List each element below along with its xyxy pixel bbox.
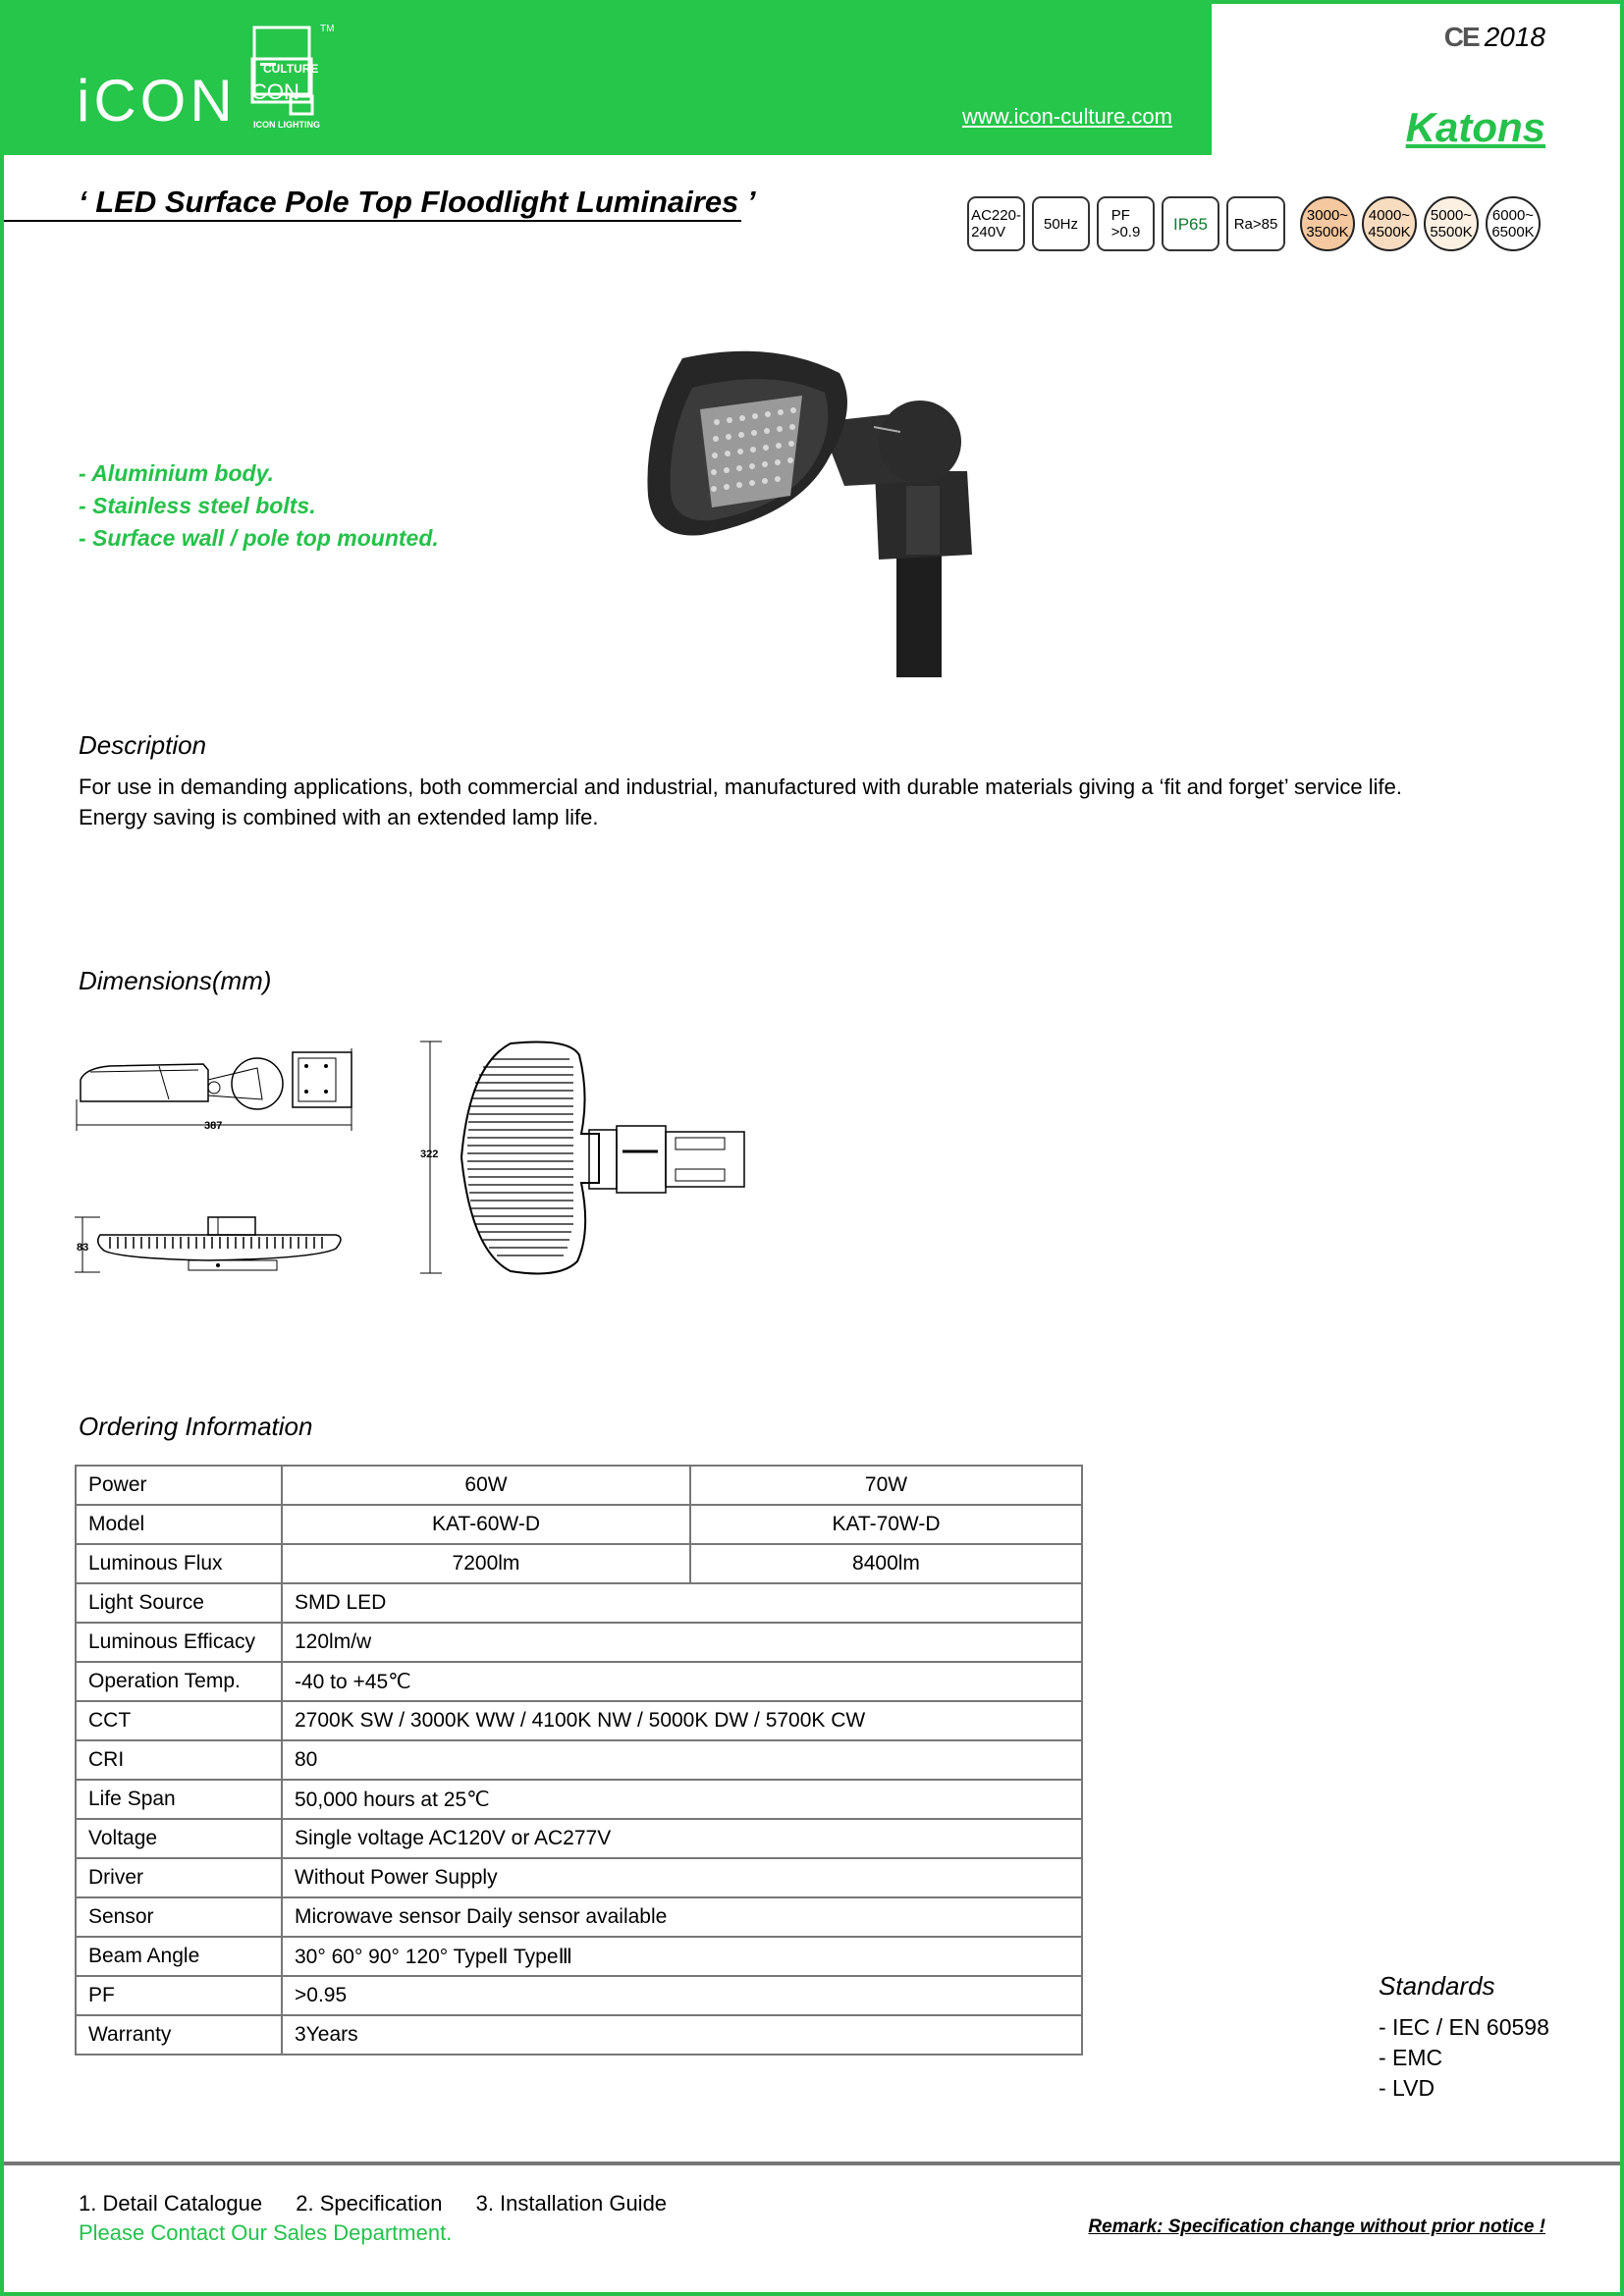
description-line: For use in demanding applications, both commercial and industrial, manufactured with durable materials giving a ‘fit and forget’ service life. — [79, 774, 1402, 799]
standards-list — [1379, 2012, 1549, 2104]
footer-divider — [4, 2162, 1620, 2165]
badge-voltage: AC220- 240V — [967, 196, 1025, 251]
logo-mark-con: CON — [251, 80, 299, 104]
table-cell: 60W — [282, 1466, 690, 1505]
badge-ip-rating: IP65 — [1162, 196, 1219, 251]
dimension-width: 322 — [420, 1148, 439, 1160]
table-cell: >0.95 — [282, 1976, 1082, 2015]
table-row — [76, 1701, 1082, 1740]
table-cell: 70W — [690, 1466, 1082, 1505]
table-row — [76, 1819, 1082, 1858]
table-cell: -40 to +45℃ — [282, 1662, 1082, 1701]
badge-cct-6000: 6000~ 6500K — [1486, 196, 1541, 251]
dimension-height: 83 — [77, 1242, 89, 1254]
table-cell: SMD LED — [282, 1583, 1082, 1623]
year: 2018 — [1484, 22, 1545, 52]
table-cell-label: Life Span — [76, 1780, 282, 1819]
logo-mark-culture: CULTURE — [263, 62, 319, 76]
table-cell-label: Luminous Flux — [76, 1544, 282, 1583]
ordering-table — [75, 1465, 1083, 2056]
table-row — [76, 1976, 1082, 2015]
standards-item: - IEC / EN 60598 — [1379, 2014, 1549, 2040]
dimension-length: 387 — [204, 1120, 223, 1132]
table-cell: 120lm/w — [282, 1623, 1082, 1662]
footer-link-installation[interactable]: 3. Installation Guide — [475, 2191, 668, 2216]
table-cell: KAT-60W-D — [282, 1505, 690, 1544]
table-row — [76, 1662, 1082, 1701]
table-row — [76, 1780, 1082, 1819]
table-cell-label: CRI — [76, 1740, 282, 1780]
logo-text: iCON — [77, 68, 237, 133]
standards-heading: Standards — [1379, 1971, 1495, 2001]
table-row — [76, 1466, 1082, 1505]
table-cell-label: Warranty — [76, 2015, 282, 2055]
side-view-drawing — [71, 1041, 365, 1139]
table-row — [76, 1897, 1082, 1937]
logo-mark-icon — [245, 22, 344, 132]
table-cell: Single voltage AC120V or AC277V — [282, 1819, 1082, 1858]
ordering-heading: Ordering Information — [79, 1412, 313, 1441]
footer-link-catalogue[interactable]: 1. Detail Catalogue — [79, 2191, 263, 2216]
website-link[interactable]: www.icon-culture.com — [962, 104, 1172, 129]
table-row — [76, 1623, 1082, 1662]
table-cell-label: Voltage — [76, 1819, 282, 1858]
table-row — [76, 2015, 1082, 2055]
page-title: ‘ LED Surface Pole Top Floodlight Luminaires ’ — [79, 185, 756, 219]
table-row — [76, 1544, 1082, 1583]
table-cell-label: Operation Temp. — [76, 1662, 282, 1701]
description-text — [79, 772, 1402, 832]
table-row — [76, 1740, 1082, 1780]
description-line: Energy saving is combined with an extended lamp life. — [79, 805, 599, 829]
logo-mark-subtitle: ICON LIGHTING — [253, 120, 320, 130]
table-row — [76, 1937, 1082, 1976]
table-cell-label: Luminous Efficacy — [76, 1623, 282, 1662]
brand-name: Katons — [1405, 104, 1545, 150]
badge-frequency: 50Hz — [1032, 196, 1090, 251]
ce-year — [1444, 22, 1545, 53]
table-cell-label: CCT — [76, 1701, 282, 1740]
standards-item: - LVD — [1379, 2075, 1435, 2101]
table-cell-label: Power — [76, 1466, 282, 1505]
table-row — [76, 1858, 1082, 1897]
table-cell: Microwave sensor Daily sensor available — [282, 1897, 1082, 1937]
badge-power-factor: PF >0.9 — [1097, 196, 1155, 251]
product-photo — [643, 348, 982, 677]
table-cell: 80 — [282, 1740, 1082, 1780]
table-cell: 3Years — [282, 2015, 1082, 2055]
table-cell-label: Beam Angle — [76, 1937, 282, 1976]
table-cell: 30° 60° 90° 120° TypeⅡ TypeⅢ — [282, 1937, 1082, 1976]
footer-link-specification[interactable]: 2. Specification — [296, 2191, 443, 2216]
table-cell-label: Sensor — [76, 1897, 282, 1937]
table-cell: Without Power Supply — [282, 1858, 1082, 1897]
table-cell: 50,000 hours at 25℃ — [282, 1780, 1082, 1819]
feature-item: - Stainless steel bolts. — [79, 493, 316, 518]
top-view-drawing — [412, 1036, 746, 1281]
spec-badges — [967, 196, 1541, 251]
badge-cct-3000: 3000~ 3500K — [1300, 196, 1355, 251]
remark-note: Remark: Specification change without prior notice ! — [1088, 2216, 1545, 2237]
table-row — [76, 1583, 1082, 1623]
table-cell-label: PF — [76, 1976, 282, 2015]
title-underline — [4, 220, 741, 222]
table-cell: 8400lm — [690, 1544, 1082, 1583]
description-heading: Description — [79, 730, 207, 760]
table-cell-label: Light Source — [76, 1583, 282, 1623]
table-cell: 7200lm — [282, 1544, 690, 1583]
feature-item: - Surface wall / pole top mounted. — [79, 525, 439, 551]
front-view-drawing — [71, 1207, 365, 1286]
badge-cct-5000: 5000~ 5500K — [1424, 196, 1479, 251]
header-band — [0, 0, 1212, 155]
badge-cct-4000: 4000~ 4500K — [1362, 196, 1417, 251]
table-cell: 2700K SW / 3000K WW / 4100K NW / 5000K DW / 5700K CW — [282, 1701, 1082, 1740]
table-cell: KAT-70W-D — [690, 1505, 1082, 1544]
ce-mark-icon: CE — [1443, 22, 1479, 52]
trademark: TM — [320, 24, 335, 34]
table-cell-label: Model — [76, 1505, 282, 1544]
table-row — [76, 1505, 1082, 1544]
badge-cri: Ra>85 — [1226, 196, 1285, 251]
dimensions-heading: Dimensions(mm) — [79, 966, 272, 995]
contact-note: Please Contact Our Sales Department. — [79, 2220, 453, 2245]
feature-item: - Aluminium body. — [79, 460, 274, 486]
table-cell-label: Driver — [76, 1858, 282, 1897]
feature-list — [79, 457, 439, 555]
footer-links — [79, 2191, 694, 2216]
standards-item: - EMC — [1379, 2045, 1443, 2070]
